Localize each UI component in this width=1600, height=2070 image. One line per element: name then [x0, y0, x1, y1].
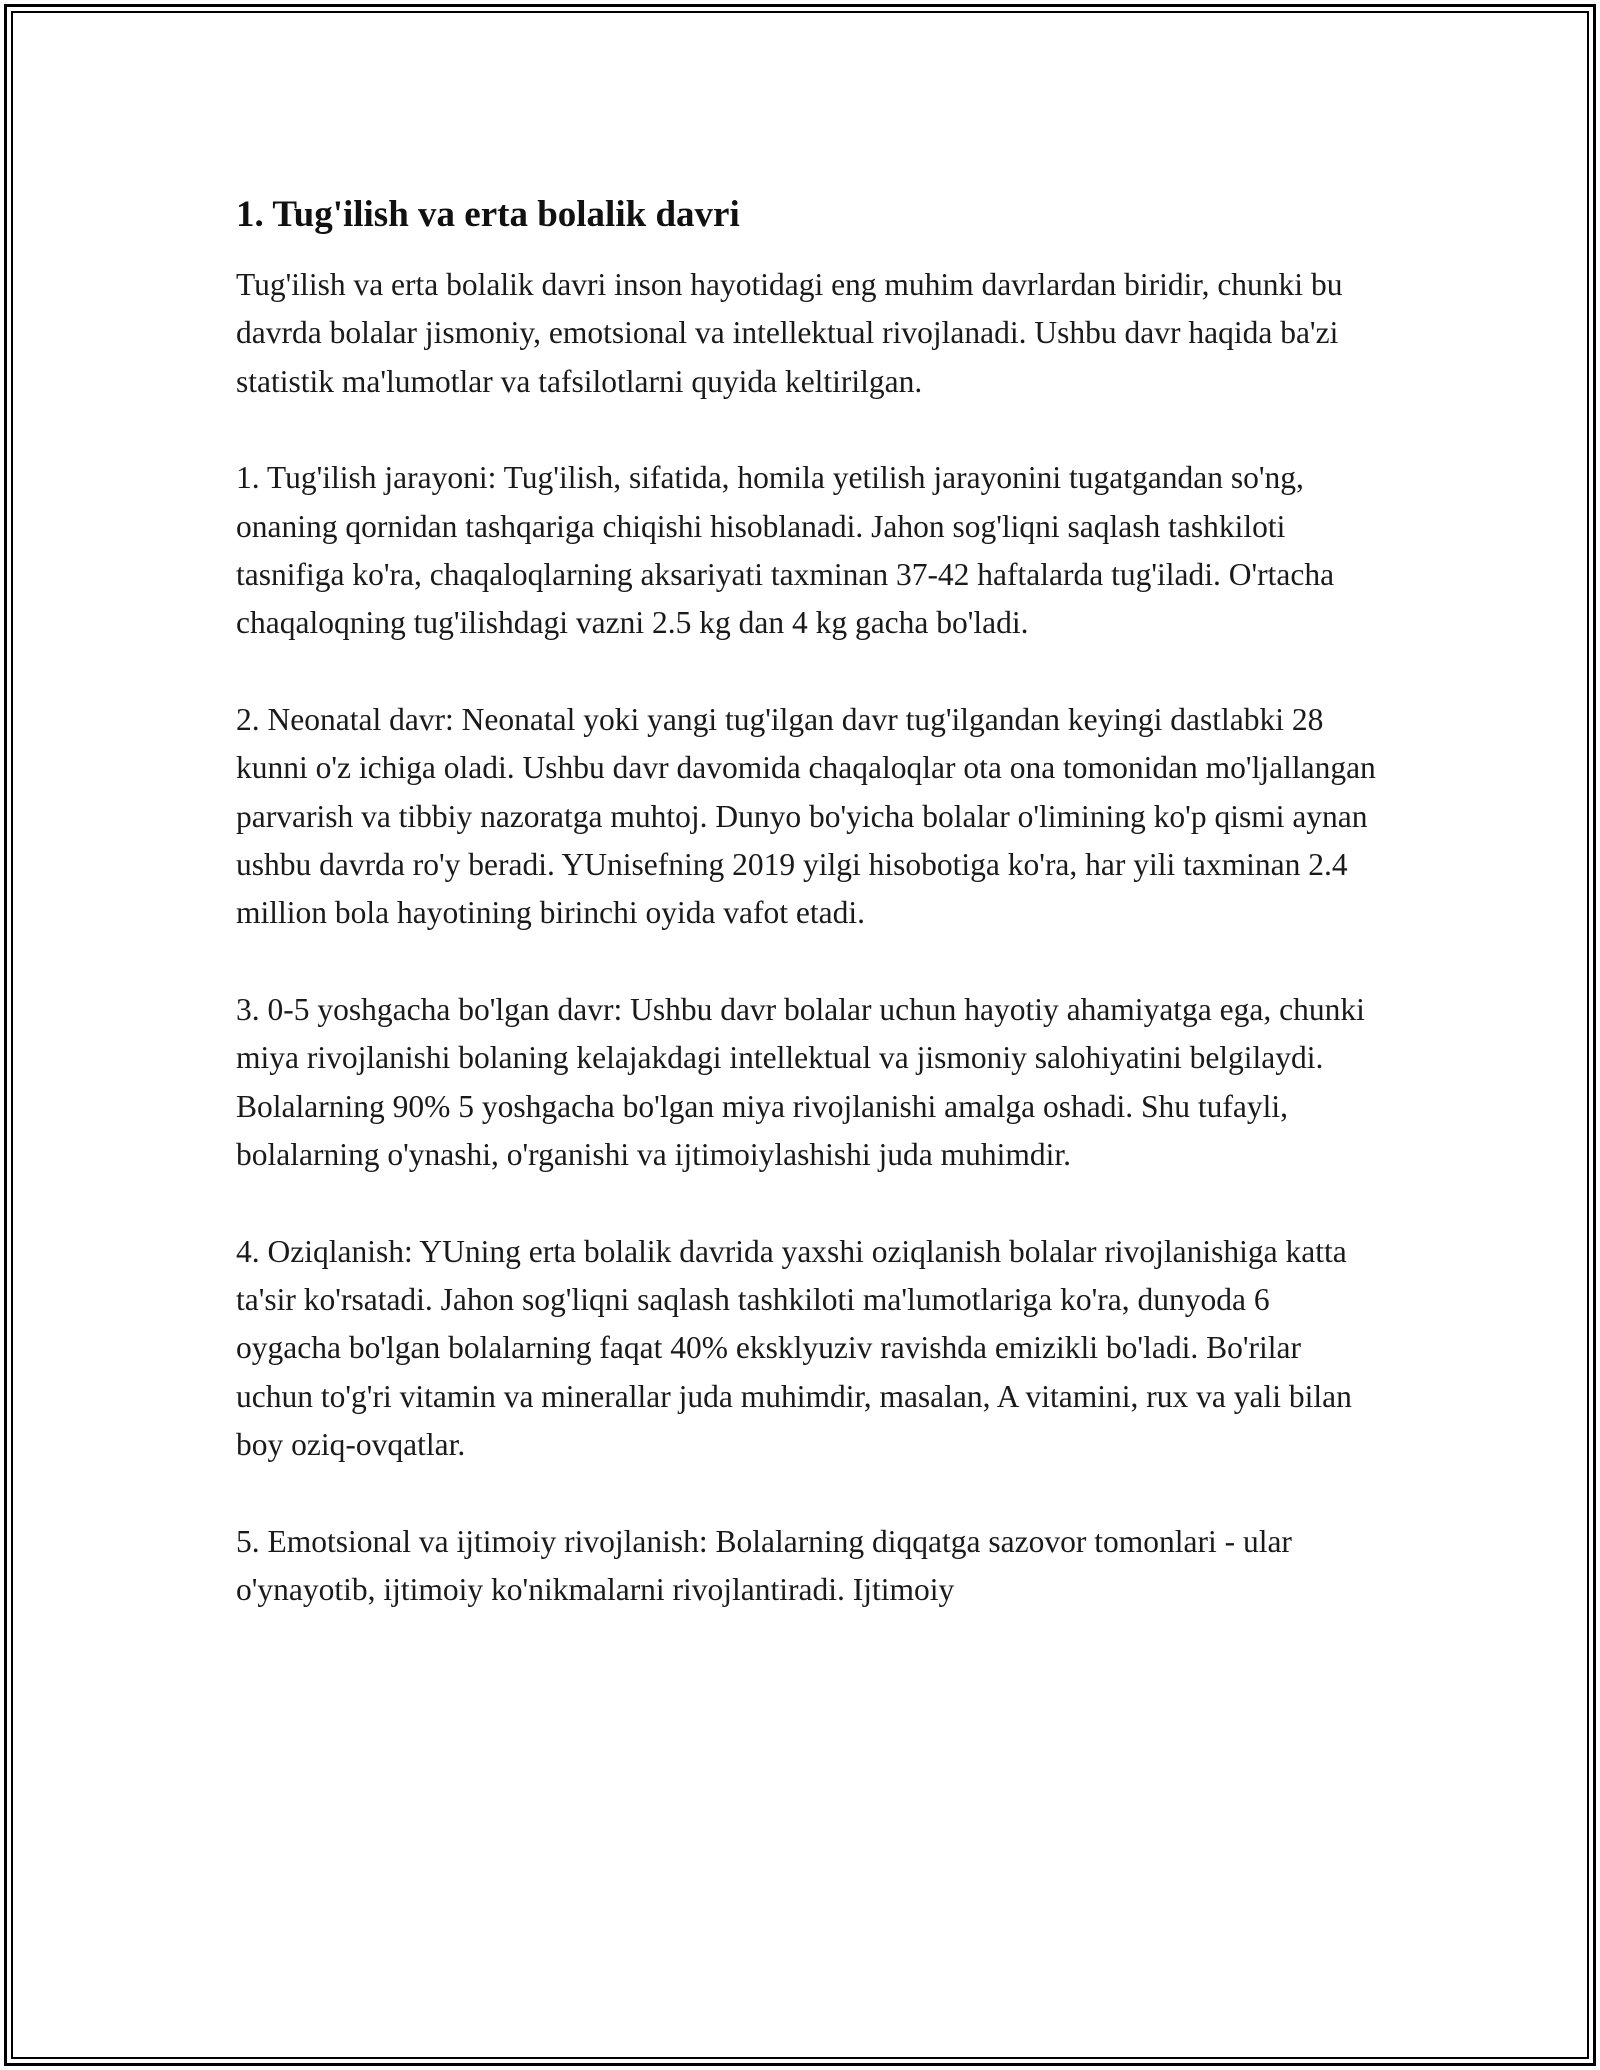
- paragraph-zero-to-five: 3. 0-5 yoshgacha bo'lgan davr: Ushbu davr bolalar uchun hayotiy ahamiyatga ega, chunki miya rivojlanishi bolaning kelajakdagi intellektual va jismoniy salohiyatini belgilaydi. Bolalarning 90% 5 yoshgacha bo'lgan miya rivojlanishi amalga oshadi. Shu tufayli, bolalarning o'ynashi, o'rganishi va ijtimoiylashishi juda muhimdir.: [236, 991, 1365, 1173]
- paragraph-neonatal-period: 2. Neonatal davr: Neonatal yoki yangi tug'ilgan davr tug'ilgandan keyingi dastlabki 28 kunni o'z ichiga oladi. Ushbu davr davomida chaqaloqlar ota ona tomonidan mo'ljallangan parvarish va tibbiy nazoratga muhtoj. Dunyo bo'yicha bolalar o'limining ko'p qismi aynan ushbu davrda ro'y beradi. YUnisefning 2019 yilgi hisobotiga ko'ra, har yili taxminan 2.4 million bola hayotining birinchi oyida vafot etadi.: [236, 701, 1376, 931]
- paragraph-nutrition: 4. Oziqlanish: YUning erta bolalik davrida yaxshi oziqlanish bolalar rivojlanishiga katta ta'sir ko'rsatadi. Jahon sog'liqni saqlash tashkiloti ma'lumotlariga ko'ra, dunyoda 6 oygacha bo'lgan bolalarning faqat 40% eksklyuziv ravishda emizikli bo'ladi. Bo'rilar uchun to'g'ri vitamin va minerallar juda muhimdir, masalan, A vitamini, rux va yali bilan boy oziq-ovqatlar.: [236, 1233, 1352, 1463]
- document-body: [236, 180, 1376, 1662]
- paragraph-emotional-social: 5. Emotsional va ijtimoiy rivojlanish: Bolalarning diqqatga sazovor tomonlari - ular o'ynayotib, ijtimoiy ko'nikmalarni rivojlantiradi. Ijtimoiy: [236, 1523, 1292, 1607]
- paragraph-birth-process: 1. Tug'ilish jarayoni: Tug'ilish, sifatida, homila yetilish jarayonini tugatgandan so'ng, onaning qornidan tashqariga chiqishi hisoblanadi. Jahon sog'liqni saqlash tashkiloti tasnifiga ko'ra, chaqaloqlarning aksariyati taxminan 37-42 haftalarda tug'iladi. O'rtacha chaqaloqning tug'ilishdagi vazni 2.5 kg dan 4 kg gacha bo'ladi.: [236, 460, 1335, 641]
- document-title: 1. Tug'ilish va erta bolalik davri: [236, 194, 740, 235]
- paragraph-intro: Tug'ilish va erta bolalik davri inson hayotidagi eng muhim davrlardan biridir, chunki bu davrda bolalar jismoniy, emotsional va intellektual rivojlanadi. Ushbu davr haqida ba'zi statistik ma'lumotlar va tafsilotlarni quyida keltirilgan.: [236, 267, 1343, 399]
